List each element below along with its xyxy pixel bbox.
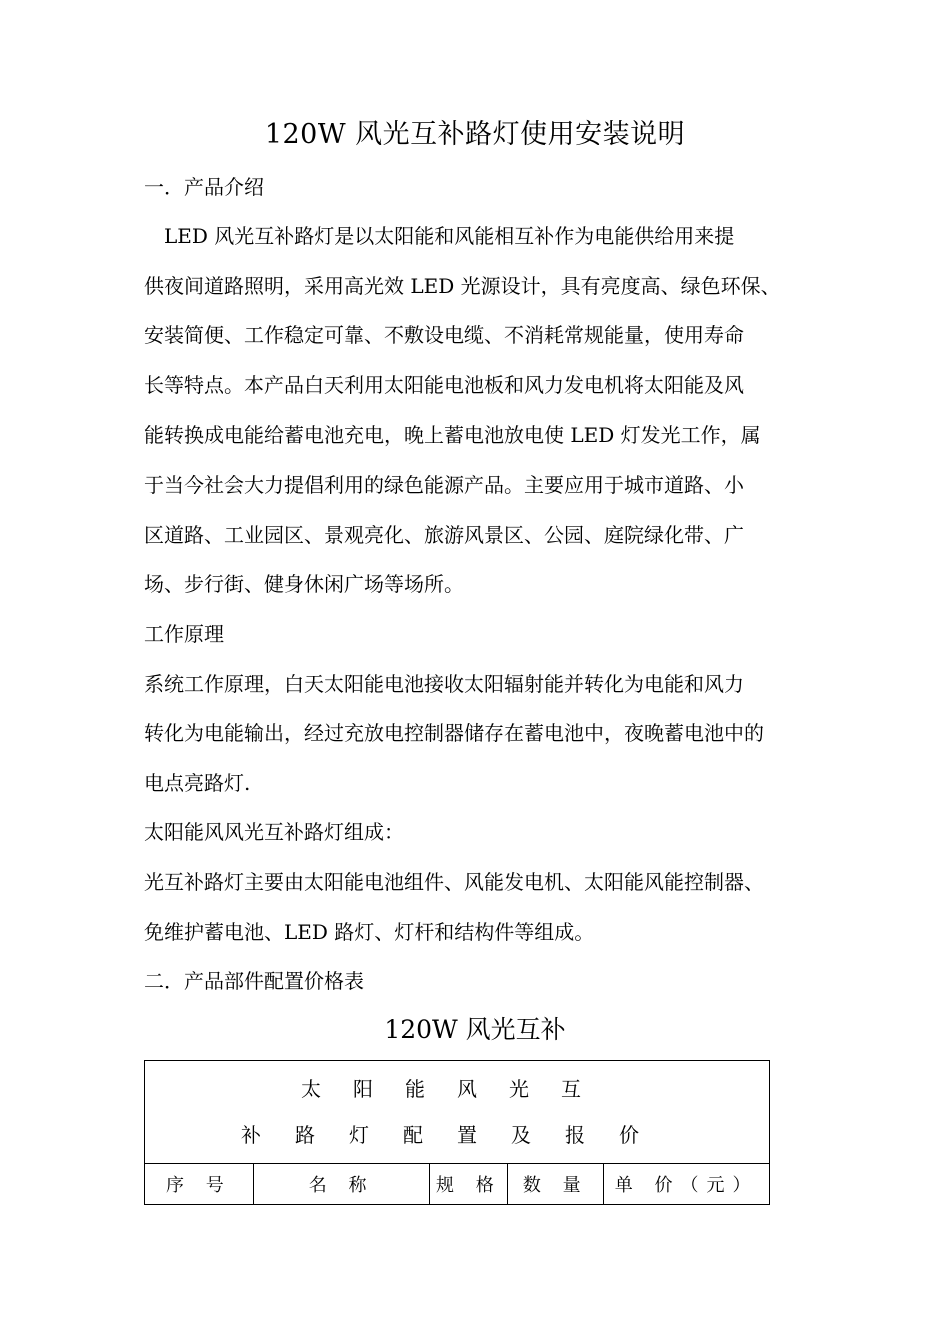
column-header-index: 序 号	[145, 1164, 254, 1205]
table-caption-line: 太阳能风光互	[301, 1077, 613, 1101]
paragraph-line: 转化为电能输出，经过充放电控制器储存在蓄电池中，夜晚蓄电池中的	[144, 721, 764, 745]
paragraph-line: 于当今社会大力提倡利用的绿色能源产品。主要应用于城市道路、小	[144, 473, 744, 497]
paragraph-line: 安装简便、工作稳定可靠、不敷设电缆、不消耗常规能量，使用寿命	[144, 323, 744, 347]
paragraph-line: 系统工作原理，白天太阳能电池接收太阳辐射能并转化为电能和风力	[144, 672, 744, 696]
table-caption-line: 补路灯配置及报价	[241, 1123, 673, 1147]
paragraph-line: 光互补路灯主要由太阳能电池组件、风能发电机、太阳能风能控制器、	[144, 870, 764, 894]
price-table	[144, 1060, 770, 1205]
paragraph-line: 区道路、工业园区、景观亮化、旅游风景区、公园、庭院绿化带、广	[144, 523, 744, 547]
column-header-unit-price: 单 价（元）	[604, 1164, 770, 1205]
section-heading-working-principle: 工作原理	[144, 622, 224, 646]
section-heading-product-intro: 一．产品介绍	[144, 175, 264, 199]
column-header-name: 名 称	[253, 1164, 430, 1205]
column-header-spec: 规 格	[430, 1164, 508, 1205]
paragraph-line: 能转换成电能给蓄电池充电，晚上蓄电池放电使 LED 灯发光工作，属	[144, 423, 761, 447]
section-heading-composition: 太阳能风风光互补路灯组成：	[144, 820, 404, 844]
document-title: 120W 风光互补路灯使用安装说明	[264, 119, 686, 150]
table-title: 120W 风光互补	[384, 1015, 566, 1044]
paragraph-line: 场、步行街、健身休闲广场等场所。	[144, 572, 464, 596]
table-caption-row	[145, 1061, 770, 1164]
paragraph-line: 电点亮路灯.	[144, 771, 251, 795]
column-header-quantity: 数 量	[508, 1164, 604, 1205]
paragraph-line: 长等特点。本产品白天利用太阳能电池板和风力发电机将太阳能及风	[144, 373, 744, 397]
table-caption	[145, 1061, 770, 1164]
paragraph-line: 免维护蓄电池、LED 路灯、灯杆和结构件等组成。	[144, 920, 595, 944]
paragraph-line: LED 风光互补路灯是以太阳能和风能相互补作为电能供给用来提	[144, 224, 735, 248]
table-header-row	[145, 1164, 770, 1205]
section-heading-price-table: 二．产品部件配置价格表	[144, 969, 364, 993]
paragraph-line: 供夜间道路照明，采用高光效 LED 光源设计，具有亮度高、绿色环保、	[144, 274, 781, 298]
